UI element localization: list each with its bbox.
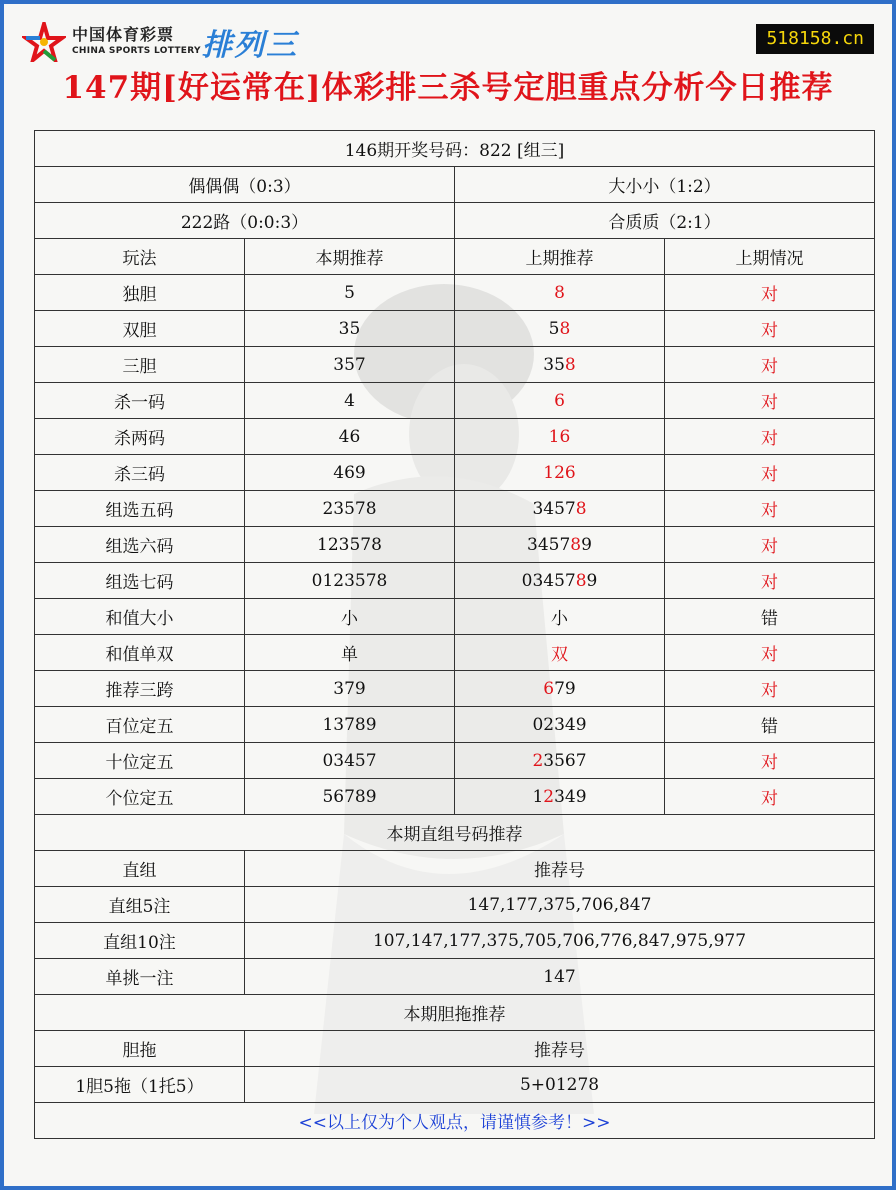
play-name-cell: 和值单双 — [35, 635, 245, 671]
previous-recommend-cell — [455, 275, 665, 311]
previous-recommend-plain: 02349 — [532, 714, 587, 735]
previous-status-cell: 对 — [665, 275, 875, 311]
previous-recommend-plain: 35 — [543, 354, 565, 375]
table-row — [35, 599, 875, 635]
road-cell: 222路（0:0:3） — [35, 203, 455, 239]
previous-recommend-cell — [455, 419, 665, 455]
play-name-cell: 杀一码 — [35, 383, 245, 419]
previous-recommend-cell — [455, 563, 665, 599]
previous-recommend-cell — [455, 671, 665, 707]
table-row — [35, 563, 875, 599]
dantuo-value-cell: 5+01278 — [245, 1067, 875, 1103]
analysis-table — [34, 130, 875, 1139]
china-sports-lottery-logo — [22, 20, 342, 64]
previous-recommend-hit: 8 — [575, 498, 587, 519]
previous-status-cell: 错 — [665, 707, 875, 743]
play-name-cell: 组选五码 — [35, 491, 245, 527]
table-row — [35, 707, 875, 743]
previous-status-cell: 对 — [665, 671, 875, 707]
current-recommend-cell: 35 — [245, 311, 455, 347]
direct-name-cell: 直组10注 — [35, 923, 245, 959]
play-name-cell: 三胆 — [35, 347, 245, 383]
column-header: 上期推荐 — [455, 239, 665, 275]
previous-status-cell: 对 — [665, 743, 875, 779]
previous-status-cell: 对 — [665, 563, 875, 599]
odd-even-cell: 偶偶偶（0:3） — [35, 167, 455, 203]
play-name-cell: 双胆 — [35, 311, 245, 347]
previous-status-cell: 对 — [665, 779, 875, 815]
play-name-cell: 杀两码 — [35, 419, 245, 455]
play-name-cell: 和值大小 — [35, 599, 245, 635]
previous-status-cell: 对 — [665, 491, 875, 527]
previous-recommend-hit: 8 — [570, 534, 582, 555]
previous-status-cell: 对 — [665, 311, 875, 347]
column-header: 上期情况 — [665, 239, 875, 275]
table-row — [35, 455, 875, 491]
footer-note: <<以上仅为个人观点，请谨慎参考！>> — [35, 1103, 875, 1139]
draw-result-row — [35, 131, 875, 167]
previous-recommend-hit: 8 — [564, 354, 576, 375]
footer-note-row — [35, 1103, 875, 1139]
previous-recommend-cell — [455, 383, 665, 419]
table-row — [35, 635, 875, 671]
current-recommend-cell: 4 — [245, 383, 455, 419]
previous-recommend-hit: 2 — [543, 786, 555, 807]
draw-pattern-row — [35, 203, 875, 239]
prime-composite-cell: 合质质（2:1） — [455, 203, 875, 239]
column-header: 玩法 — [35, 239, 245, 275]
play-name-cell: 杀三码 — [35, 455, 245, 491]
play-name-cell: 个位定五 — [35, 779, 245, 815]
previous-status-cell: 对 — [665, 347, 875, 383]
previous-recommend-cell — [455, 599, 665, 635]
table-row — [35, 671, 875, 707]
table-row — [35, 275, 875, 311]
dantuo-header-row — [35, 1031, 875, 1067]
dantuo-section-title: 本期胆拖推荐 — [35, 995, 875, 1031]
previous-recommend-cell — [455, 707, 665, 743]
draw-pattern-row — [35, 167, 875, 203]
table-row — [35, 383, 875, 419]
previous-status-cell: 对 — [665, 455, 875, 491]
section-title-row — [35, 815, 875, 851]
play-name-cell: 组选六码 — [35, 527, 245, 563]
previous-status-cell: 对 — [665, 383, 875, 419]
play-name-cell: 组选七码 — [35, 563, 245, 599]
current-recommend-cell: 0123578 — [245, 563, 455, 599]
column-header-row — [35, 239, 875, 275]
previous-status-cell: 对 — [665, 635, 875, 671]
current-recommend-cell: 357 — [245, 347, 455, 383]
previous-recommend-plain: 3457 — [532, 498, 576, 519]
previous-recommend-plain: 1 — [532, 786, 544, 807]
previous-status-cell: 对 — [665, 419, 875, 455]
table-row — [35, 743, 875, 779]
previous-recommend-tail: 3567 — [543, 750, 587, 771]
previous-recommend-plain: 小 — [551, 609, 568, 629]
direct-col-value: 推荐号 — [245, 851, 875, 887]
current-recommend-cell: 23578 — [245, 491, 455, 527]
current-recommend-cell: 单 — [245, 635, 455, 671]
logo-brand-text: 排列三 — [202, 28, 298, 63]
previous-status-cell: 错 — [665, 599, 875, 635]
direct-value-cell: 147 — [245, 959, 875, 995]
column-header: 本期推荐 — [245, 239, 455, 275]
previous-recommend-plain: 03457 — [521, 570, 576, 591]
direct-col-name: 直组 — [35, 851, 245, 887]
current-recommend-cell: 小 — [245, 599, 455, 635]
dantuo-col-name: 胆拖 — [35, 1031, 245, 1067]
previous-recommend-hit: 16 — [548, 426, 571, 447]
logo-chinese-text: 中国体育彩票 — [72, 25, 175, 44]
dantuo-name-cell: 1胆5拖（1托5） — [35, 1067, 245, 1103]
big-small-cell: 大小小（1:2） — [455, 167, 875, 203]
current-recommend-cell: 46 — [245, 419, 455, 455]
previous-recommend-hit: 126 — [543, 462, 576, 483]
draw-result-cell: 146期开奖号码：822 [组三] — [35, 131, 875, 167]
play-name-cell: 十位定五 — [35, 743, 245, 779]
previous-recommend-tail: 79 — [554, 678, 576, 699]
previous-recommend-cell — [455, 527, 665, 563]
direct-row — [35, 959, 875, 995]
play-name-cell: 独胆 — [35, 275, 245, 311]
previous-recommend-hit: 8 — [554, 282, 565, 303]
current-recommend-cell: 469 — [245, 455, 455, 491]
logo-english-text: CHINA SPORTS LOTTERY — [72, 46, 201, 56]
previous-recommend-cell — [455, 635, 665, 671]
previous-recommend-tail: 9 — [581, 534, 592, 555]
lottery-star-icon — [22, 22, 66, 62]
table-row — [35, 491, 875, 527]
previous-recommend-cell — [455, 347, 665, 383]
previous-recommend-hit: 2 — [532, 750, 544, 771]
current-recommend-cell: 5 — [245, 275, 455, 311]
current-recommend-cell: 379 — [245, 671, 455, 707]
dantuo-col-value: 推荐号 — [245, 1031, 875, 1067]
direct-row — [35, 923, 875, 959]
play-name-cell: 推荐三跨 — [35, 671, 245, 707]
direct-section-title: 本期直组号码推荐 — [35, 815, 875, 851]
previous-recommend-cell — [455, 779, 665, 815]
previous-recommend-hit: 6 — [554, 390, 565, 411]
previous-recommend-hit: 6 — [543, 678, 555, 699]
previous-recommend-plain: 3457 — [527, 534, 571, 555]
previous-recommend-hit: 8 — [559, 318, 571, 339]
direct-value-cell: 147,177,375,706,847 — [245, 887, 875, 923]
previous-status-cell: 对 — [665, 527, 875, 563]
direct-row — [35, 887, 875, 923]
dantuo-row — [35, 1067, 875, 1103]
play-name-cell: 百位定五 — [35, 707, 245, 743]
previous-recommend-tail: 9 — [586, 570, 598, 591]
previous-recommend-cell — [455, 491, 665, 527]
previous-recommend-hit: 8 — [575, 570, 587, 591]
current-recommend-cell: 123578 — [245, 527, 455, 563]
previous-recommend-plain: 5 — [548, 318, 560, 339]
table-row — [35, 419, 875, 455]
direct-value-cell: 107,147,177,375,705,706,776,847,975,977 — [245, 923, 875, 959]
direct-name-cell: 单挑一注 — [35, 959, 245, 995]
table-row — [35, 527, 875, 563]
previous-recommend-hit: 双 — [551, 645, 568, 665]
current-recommend-cell: 03457 — [245, 743, 455, 779]
current-recommend-cell: 13789 — [245, 707, 455, 743]
site-badge[interactable]: 518158.cn — [756, 24, 874, 54]
previous-recommend-cell — [455, 743, 665, 779]
page-title: 147期[好运常在]体彩排三杀号定胆重点分析今日推荐 — [62, 70, 834, 106]
current-recommend-cell: 56789 — [245, 779, 455, 815]
previous-recommend-cell — [455, 455, 665, 491]
table-row — [35, 779, 875, 815]
table-row — [35, 311, 875, 347]
previous-recommend-cell — [455, 311, 665, 347]
section-title-row — [35, 995, 875, 1031]
direct-name-cell: 直组5注 — [35, 887, 245, 923]
table-row — [35, 347, 875, 383]
previous-recommend-tail: 349 — [554, 786, 587, 807]
direct-header-row — [35, 851, 875, 887]
